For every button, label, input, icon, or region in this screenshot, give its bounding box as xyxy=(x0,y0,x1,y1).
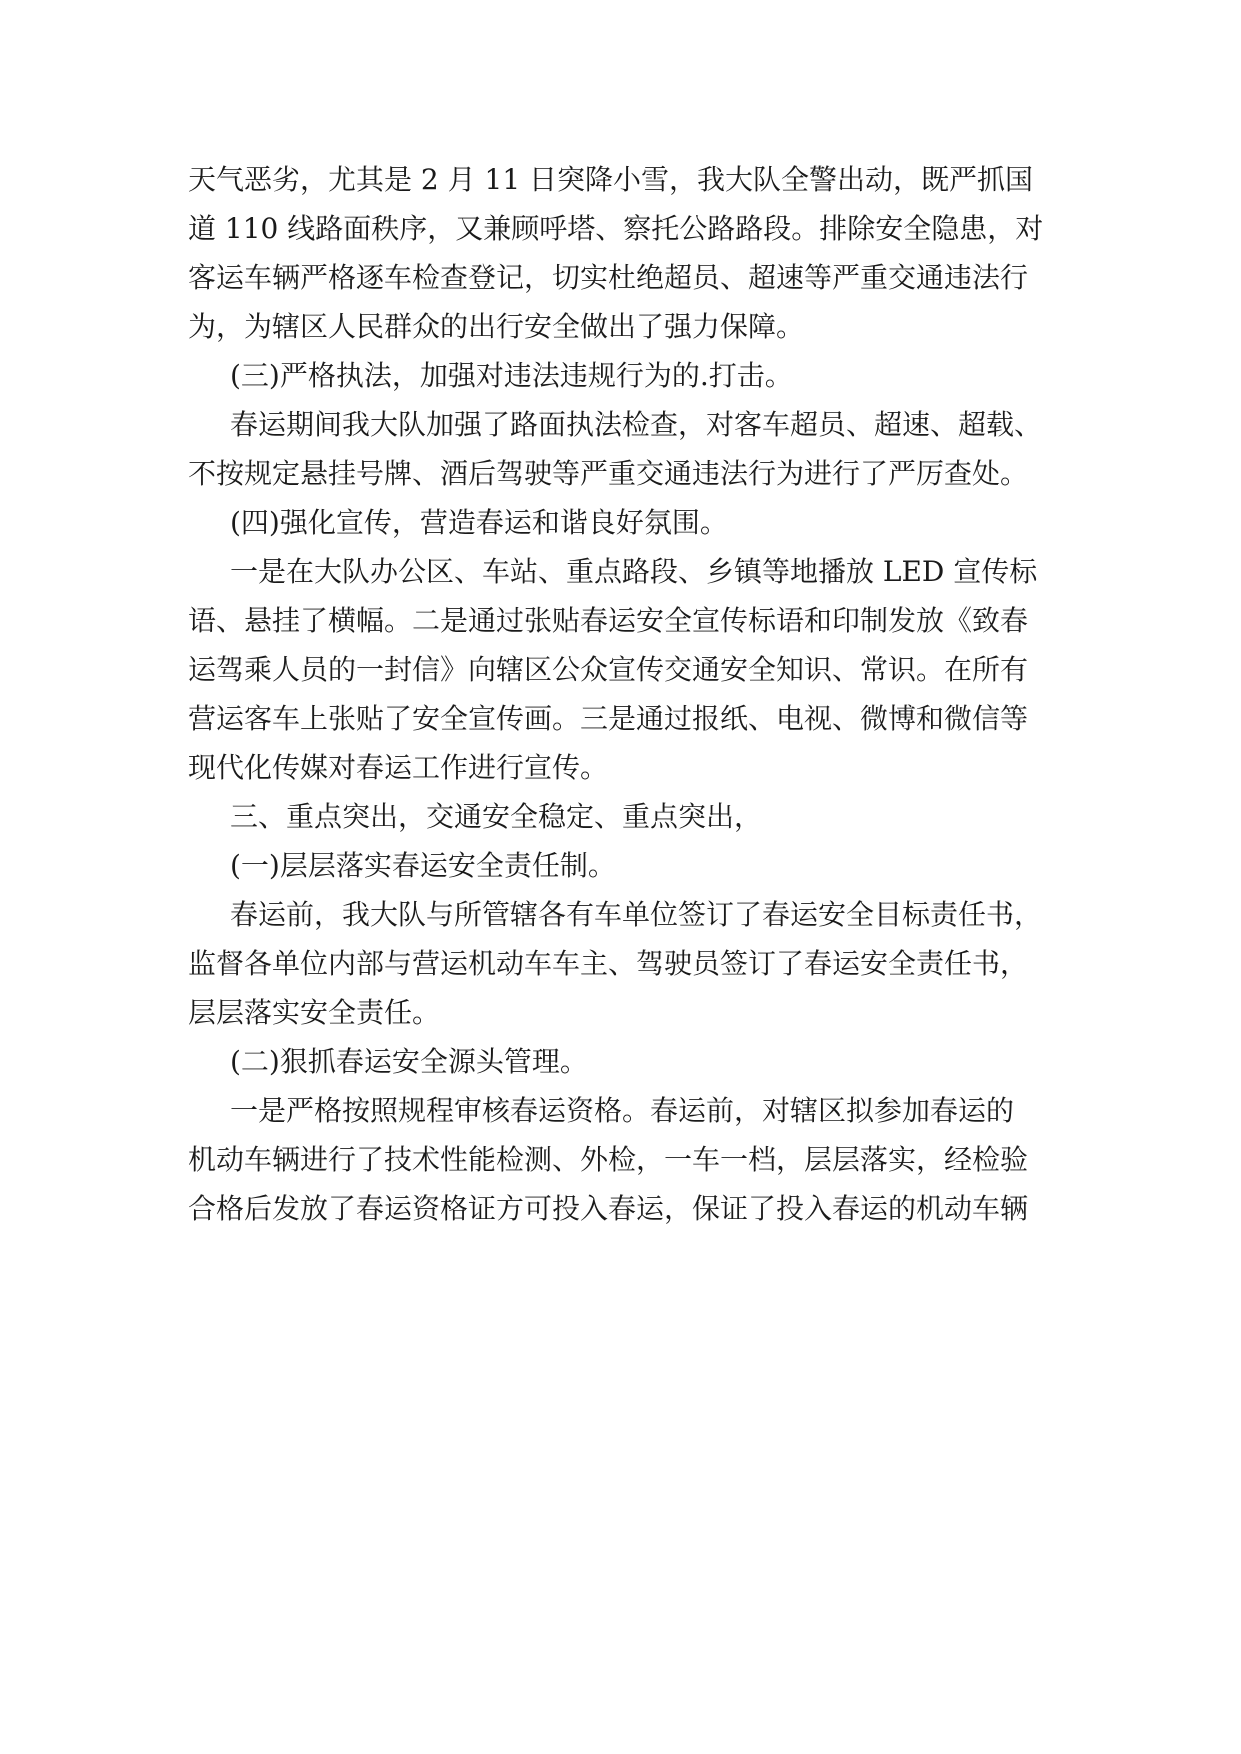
text-line: 天气恶劣，尤其是 2 月 11 日突降小雪，我大队全警出动，既严抓国 xyxy=(188,163,1034,196)
text-line: 现代化传媒对春运工作进行宣传。 xyxy=(188,751,609,784)
text-line: 一是在大队办公区、车站、重点路段、乡镇等地播放 LED 宣传标 xyxy=(230,555,1038,588)
section-heading: 三、重点突出，交通安全稳定、重点突出， xyxy=(230,800,763,833)
section-heading: (四)强化宣传，营造春运和谐良好氛围。 xyxy=(230,506,728,539)
text-line: 一是严格按照规程审核春运资格。春运前，对辖区拟参加春运的 xyxy=(230,1094,1015,1127)
text-line: 机动车辆进行了技术性能检测、外检，一车一档，层层落实，经检验 xyxy=(188,1143,1029,1176)
text-line: 监督各单位内部与营运机动车车主、驾驶员签订了春运安全责任书， xyxy=(188,947,1029,980)
text-line: 营运客车上张贴了安全宣传画。三是通过报纸、电视、微博和微信等 xyxy=(188,702,1029,735)
text-line: 春运期间我大队加强了路面执法检查，对客车超员、超速、超载、 xyxy=(230,408,1043,441)
text-line: 合格后发放了春运资格证方可投入春运，保证了投入春运的机动车辆 xyxy=(188,1192,1029,1225)
text-line: 不按规定悬挂号牌、酒后驾驶等严重交通违法行为进行了严厉查处。 xyxy=(188,457,1029,490)
section-heading: (三)严格执法，加强对违法违规行为的.打击。 xyxy=(230,359,793,392)
text-line: 运驾乘人员的一封信》向辖区公众宣传交通安全知识、常识。在所有 xyxy=(188,653,1029,686)
section-heading: (二)狠抓春运安全源头管理。 xyxy=(230,1045,588,1078)
text-line: 语、悬挂了横幅。二是通过张贴春运安全宣传标语和印制发放《致春 xyxy=(188,604,1029,637)
text-line: 层层落实安全责任。 xyxy=(188,996,441,1029)
document-body xyxy=(188,155,1070,1233)
text-line: 客运车辆严格逐车检查登记，切实杜绝超员、超速等严重交通违法行 xyxy=(188,261,1029,294)
section-heading: (一)层层落实春运安全责任制。 xyxy=(230,849,616,882)
text-line: 道 110 线路面秩序，又兼顾呼塔、察托公路路段。排除安全隐患，对 xyxy=(188,212,1044,245)
text-line: 春运前，我大队与所管辖各有车单位签订了春运安全目标责任书， xyxy=(230,898,1043,931)
text-line: 为，为辖区人民群众的出行安全做出了强力保障。 xyxy=(188,310,805,343)
